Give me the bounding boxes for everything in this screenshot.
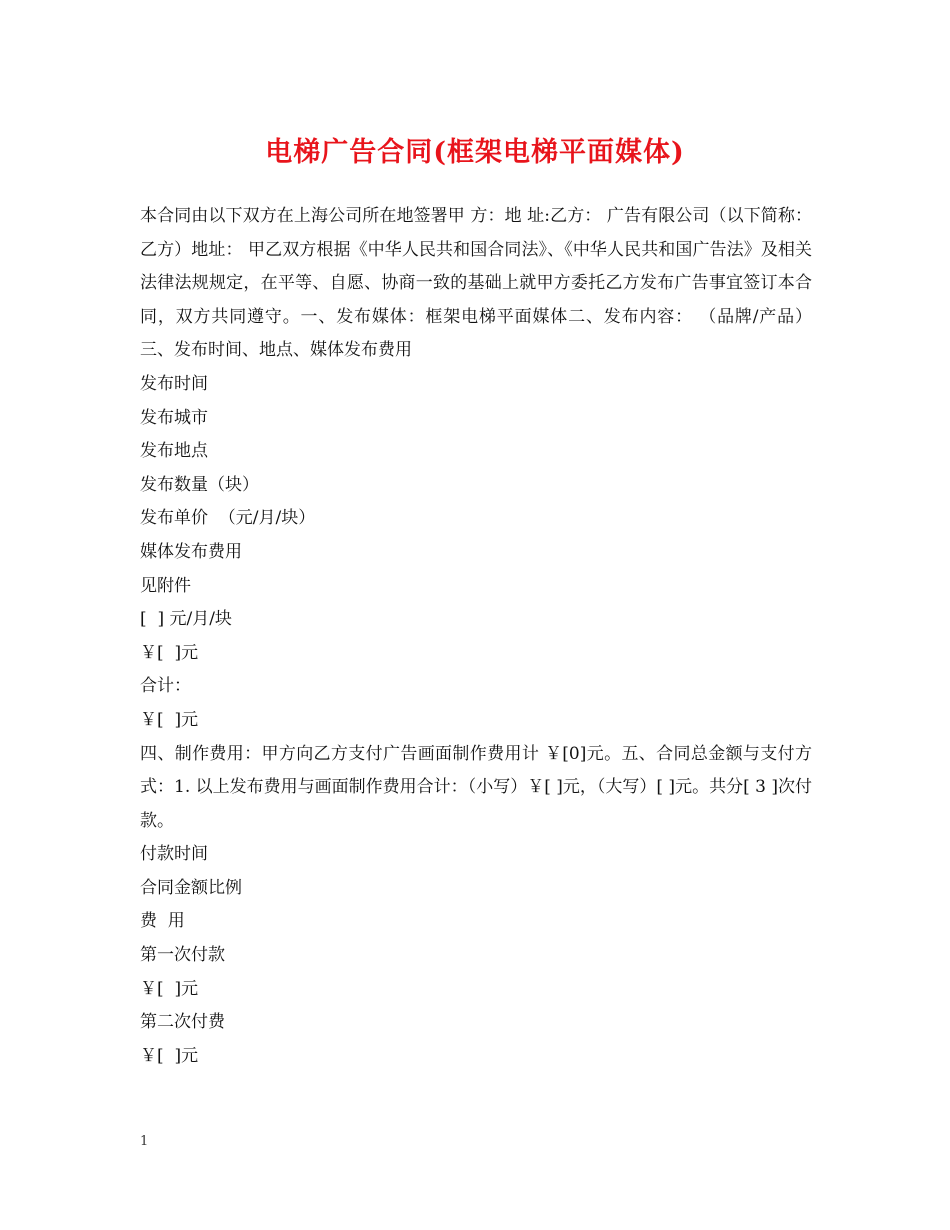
page-number: 1 bbox=[140, 1134, 149, 1149]
intro-paragraph: 本合同由以下双方在上海公司所在地签署甲 方：地 址:乙方： 广告有限公司（以下简称：乙方）地址： 甲乙双方根据《中华人民共和国合同法》、《中华人民共和国广告法》及相关法律法规规定，在平等、自愿、协商一致的基础上就甲方委托乙方发布广告事宜签订本合同，双方共同遵守。一、发布媒体：框架电梯平面媒体二、发布内容： （品牌/产品） 三、发布时间、地点、媒体发布费用 bbox=[140, 206, 812, 361]
text-line: 发布单价 （元/月/块） bbox=[140, 508, 316, 529]
text-line: ￥[ ]元 bbox=[140, 642, 199, 663]
text-line: 发布地点 bbox=[140, 441, 208, 462]
payment-paragraph: 四、制作费用：甲方向乙方支付广告画面制作费用计 ￥[0]元。五、合同总金额与支付方式：1. 以上发布费用与画面制作费用合计：（小写）￥[ ]元，（大写）[ ]元。共分[ 3 ]次付款。 bbox=[140, 743, 812, 831]
text-line: 第二次付费 bbox=[140, 1012, 225, 1033]
document-title: 电梯广告合同(框架电梯平面媒体) bbox=[265, 137, 685, 168]
document-body bbox=[140, 200, 812, 1073]
text-line: 第一次付款 bbox=[140, 945, 225, 966]
text-line: 费 用 bbox=[140, 911, 185, 932]
text-line: 媒体发布费用 bbox=[140, 541, 242, 562]
text-line: 发布时间 bbox=[140, 373, 208, 394]
text-line: 发布数量（块） bbox=[140, 474, 259, 495]
text-line: 付款时间 bbox=[140, 844, 208, 865]
text-line: ￥[ ]元 bbox=[140, 1045, 199, 1066]
text-line: 合计： bbox=[140, 676, 191, 697]
payment-table-lines bbox=[140, 838, 812, 1073]
text-line: 发布城市 bbox=[140, 407, 208, 428]
text-line: 合同金额比例 bbox=[140, 877, 242, 898]
text-line: ￥[ ]元 bbox=[140, 709, 199, 730]
fee-table-lines bbox=[140, 368, 812, 738]
text-line: ￥[ ]元 bbox=[140, 978, 199, 999]
text-line: [ ] 元/月/块 bbox=[140, 609, 232, 630]
text-line: 见附件 bbox=[140, 575, 191, 596]
